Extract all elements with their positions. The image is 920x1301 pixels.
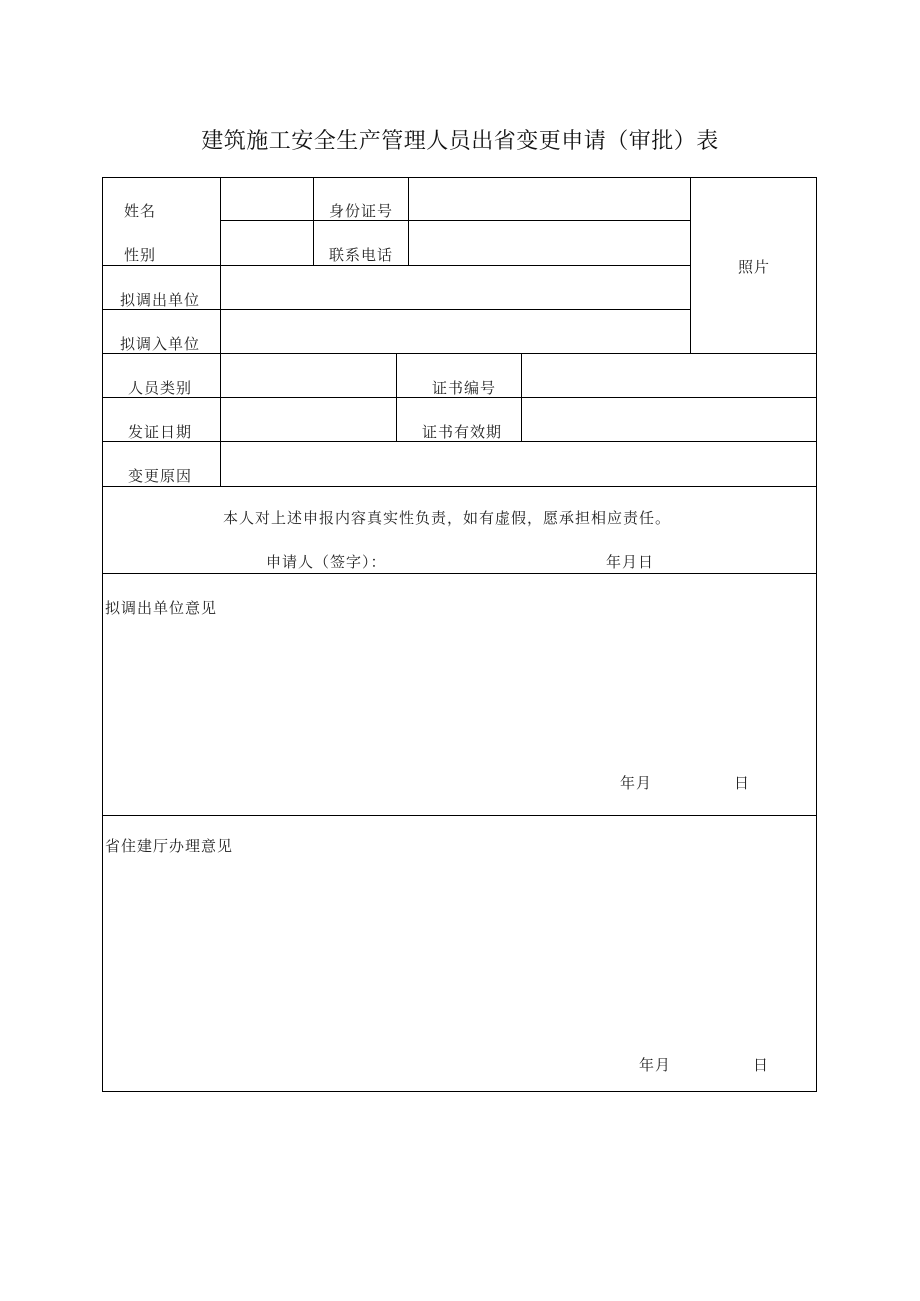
change-reason-field[interactable] [221, 442, 816, 486]
change-reason-label: 变更原因 [128, 467, 193, 485]
certificate-validity-label: 证书有效期 [422, 423, 503, 441]
transfer-out-opinion-heading: 拟调出单位意见 [105, 599, 218, 617]
department-opinion-day: 日 [753, 1056, 770, 1074]
column-divider [396, 353, 397, 441]
transfer-in-unit-label: 拟调入单位 [120, 335, 201, 353]
certificate-validity-field[interactable] [522, 398, 816, 441]
issue-date-field[interactable] [221, 398, 396, 441]
department-opinion-heading: 省住建厅办理意见 [105, 837, 234, 855]
id-number-label: 身份证号 [329, 202, 394, 220]
transfer-out-opinion-area[interactable] [103, 625, 816, 765]
transfer-out-unit-field[interactable] [221, 266, 690, 309]
applicant-signature-field[interactable] [400, 545, 580, 571]
department-opinion-year-month: 年月 [639, 1056, 672, 1074]
certificate-number-field[interactable] [522, 354, 816, 397]
gender-label: 性别 [124, 246, 157, 264]
department-opinion-area[interactable] [103, 865, 816, 1045]
name-field[interactable] [221, 178, 313, 220]
photo-label: 照片 [738, 258, 771, 276]
row-divider [102, 486, 817, 487]
transfer-out-opinion-day: 日 [734, 774, 751, 792]
id-number-field[interactable] [409, 178, 690, 220]
form-title: 建筑施工安全生产管理人员出省变更申请（审批）表 [201, 129, 719, 154]
transfer-out-opinion-year-month: 年月 [620, 774, 653, 792]
issue-date-label: 发证日期 [128, 423, 193, 441]
transfer-in-unit-field[interactable] [221, 310, 690, 353]
gender-field[interactable] [221, 221, 313, 265]
row-divider [102, 815, 817, 816]
column-divider [313, 177, 314, 265]
declaration-statement: 本人对上述申报内容真实性负责，如有虚假，愿承担相应责任。 [223, 509, 672, 527]
personnel-category-field[interactable] [221, 354, 396, 397]
transfer-out-unit-label: 拟调出单位 [120, 291, 201, 309]
applicant-signature-label: 申请人（签字）： [266, 553, 387, 571]
phone-field[interactable] [409, 221, 690, 265]
personnel-category-label: 人员类别 [128, 379, 193, 397]
phone-label: 联系电话 [329, 246, 394, 264]
declaration-date-label: 年月日 [606, 553, 655, 571]
certificate-number-label: 证书编号 [432, 379, 497, 397]
name-label: 姓名 [124, 202, 157, 220]
row-divider [102, 573, 817, 574]
